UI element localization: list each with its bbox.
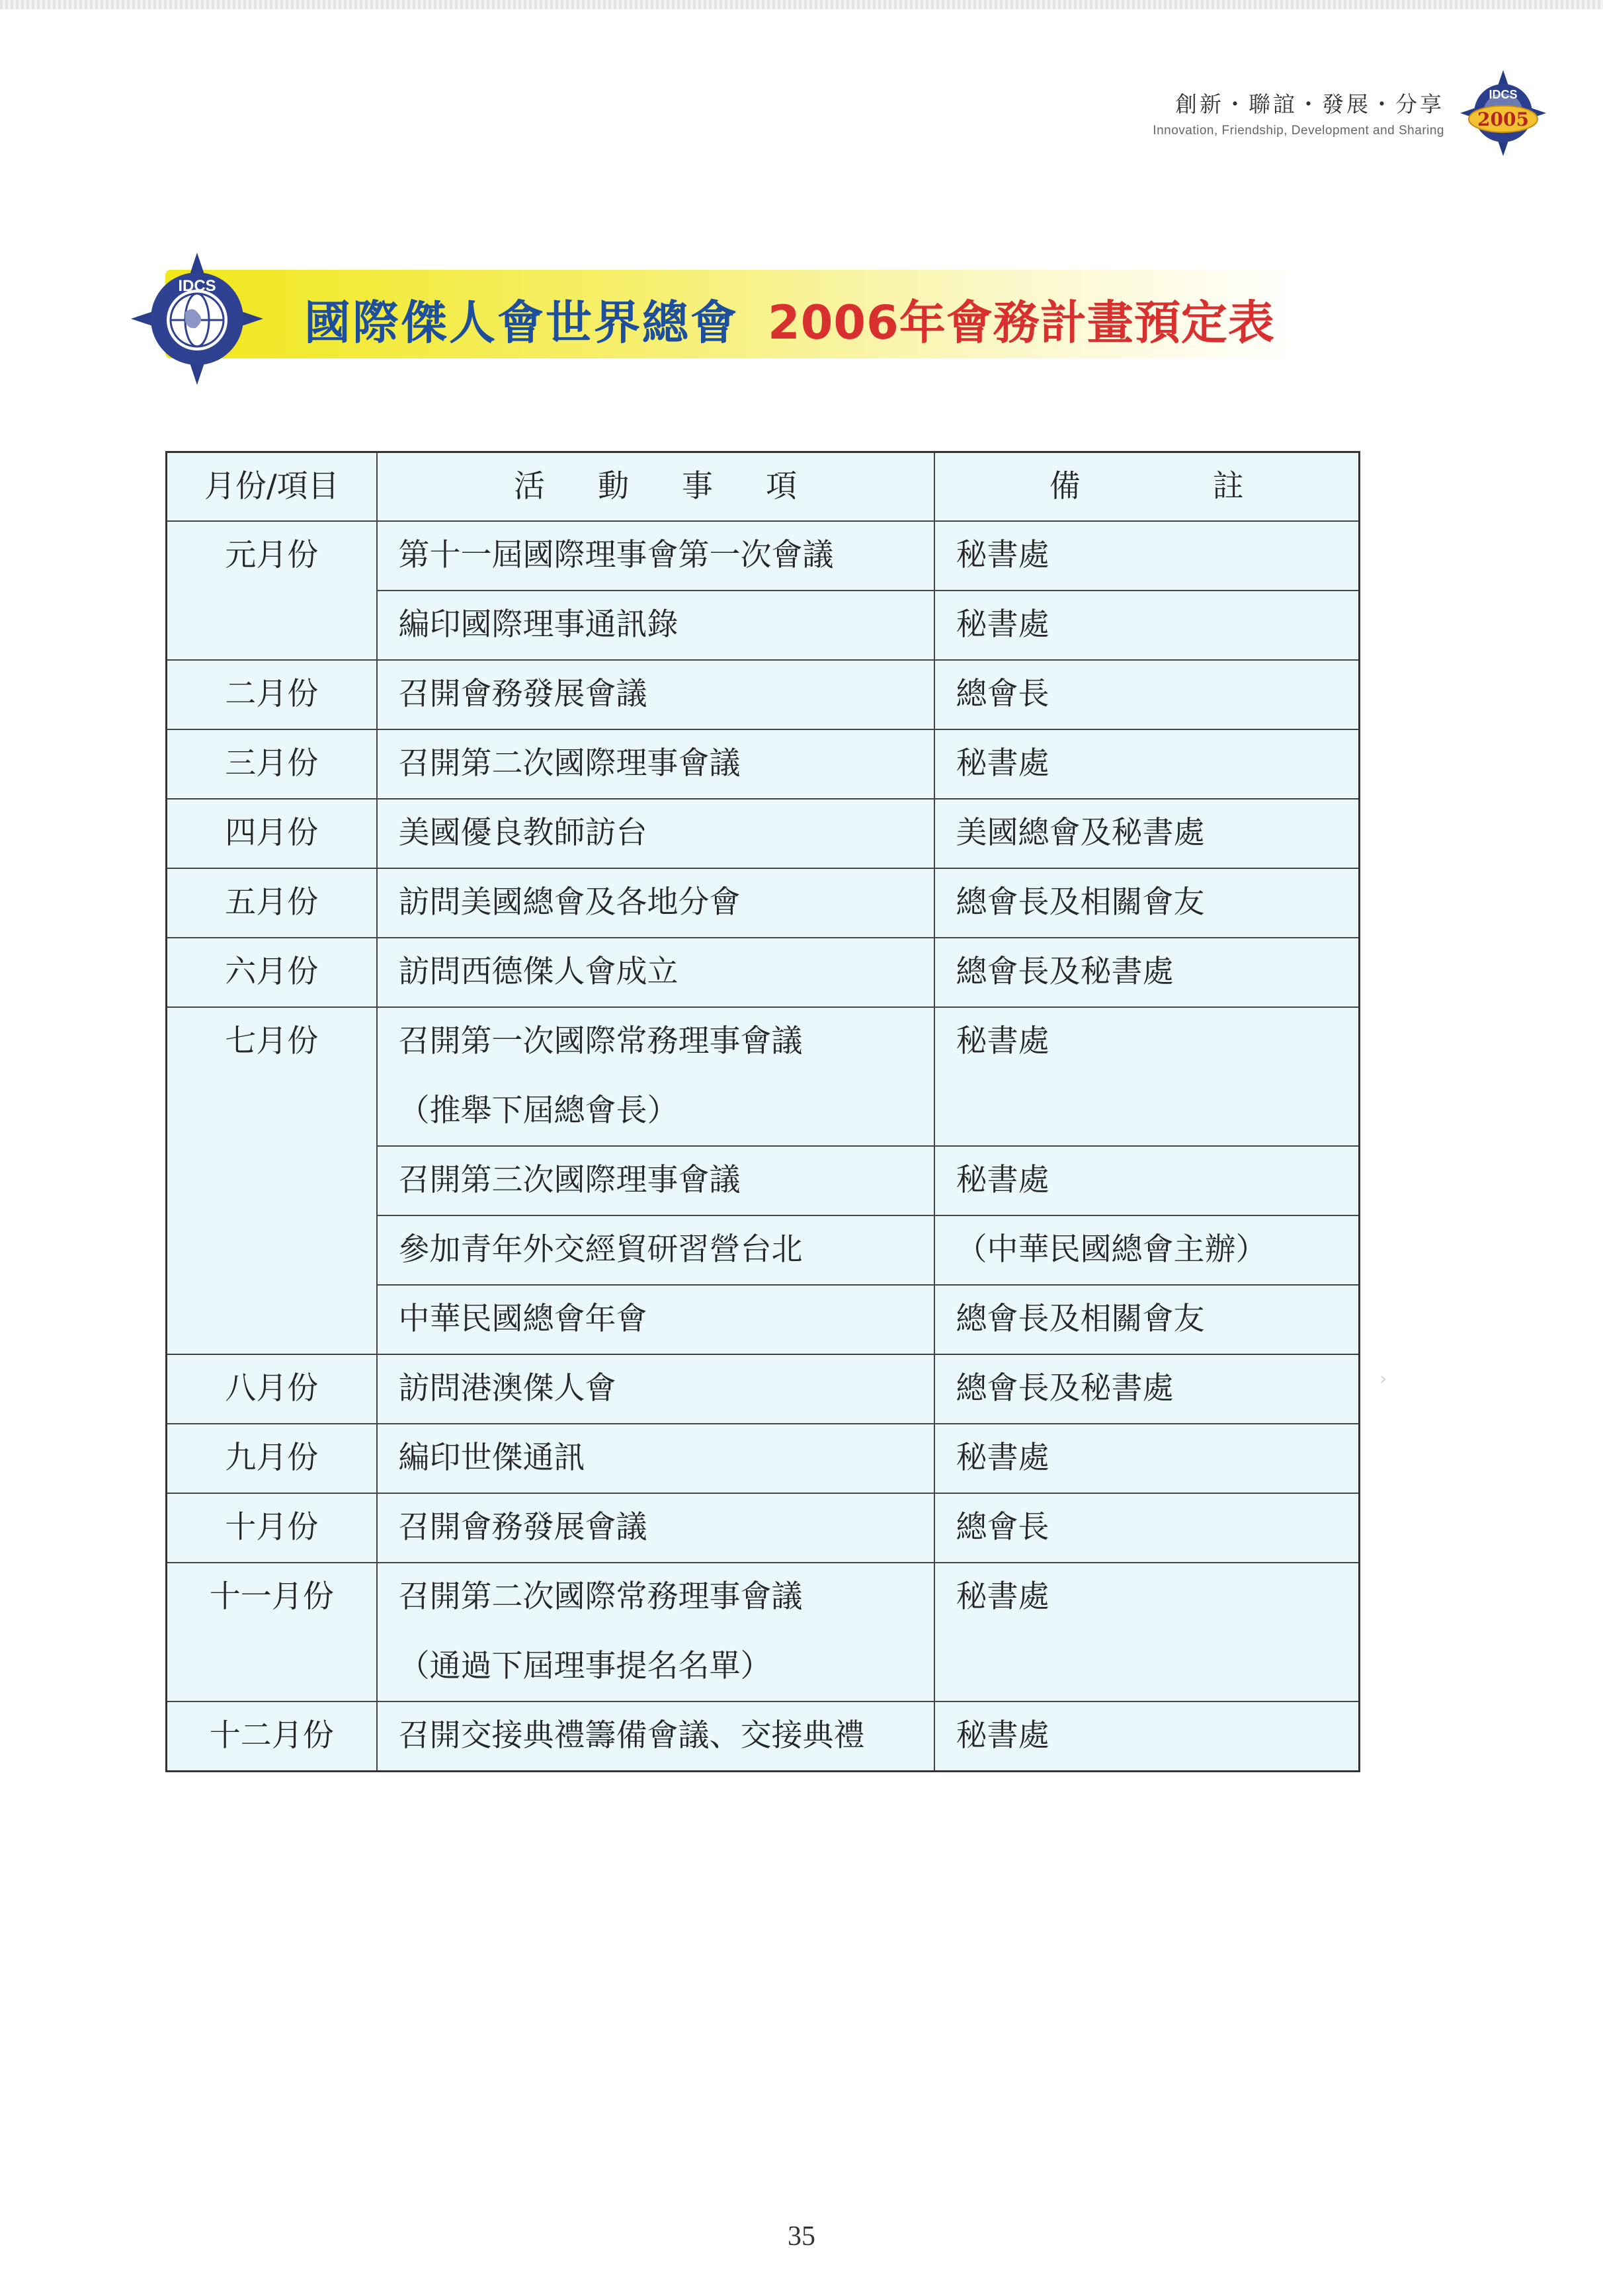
note-cell: 秘書處	[934, 1702, 1360, 1771]
month-cell: 十月份	[167, 1493, 377, 1563]
header-note-label: 備註	[1049, 468, 1376, 505]
month-cell: 六月份	[167, 938, 377, 1007]
note-cell: 秘書處	[934, 1007, 1360, 1146]
header-activity-label: 活動事項	[514, 468, 850, 505]
table-row	[167, 1563, 1360, 1702]
page-number: 35	[788, 2221, 815, 2252]
title-subtitle: 2006年會務計畫預定表	[768, 296, 1275, 350]
note-cell: 總會長及相關會友	[934, 1285, 1360, 1354]
month-cell: 十一月份	[167, 1563, 377, 1702]
activity-cell: 訪問港澳傑人會	[377, 1354, 934, 1424]
note-cell: 秘書處	[934, 1563, 1360, 1702]
note-cell: 總會長及秘書處	[934, 1354, 1360, 1424]
table-row	[167, 799, 1360, 868]
month-cell: 元月份	[167, 521, 377, 660]
month-cell: 八月份	[167, 1354, 377, 1424]
activity-cell	[377, 1563, 934, 1702]
month-cell: 十二月份	[167, 1702, 377, 1771]
month-cell: 五月份	[167, 868, 377, 938]
table-row	[167, 938, 1360, 1007]
title-main: 國際傑人會世界總會	[304, 296, 739, 350]
badge-small-text: IDCS	[1489, 88, 1518, 101]
note-cell: （中華民國總會主辦）	[934, 1215, 1360, 1285]
activity-cell: 召開會務發展會議	[377, 1493, 934, 1563]
slogan-chinese: 創新・聯誼・發展・分享	[1175, 91, 1444, 117]
activity-cell: 第十一屆國際理事會第一次會議	[377, 521, 934, 591]
activity-cell: 美國優良教師訪台	[377, 799, 934, 868]
table-row	[167, 660, 1360, 729]
scan-mark: ›	[1379, 1368, 1387, 1389]
activity-cell: 召開交接典禮籌備會議、交接典禮	[377, 1702, 934, 1771]
badge-large-text: IDCS	[178, 277, 216, 295]
schedule-table	[165, 451, 1376, 1772]
activity-line: 召開第一次國際常務理事會議	[398, 1023, 803, 1059]
month-cell: 九月份	[167, 1424, 377, 1493]
activity-cell	[377, 1007, 934, 1146]
table-row	[167, 1354, 1360, 1424]
table-row	[167, 1007, 1360, 1146]
activity-line: （通過下屆理事提名名單）	[398, 1648, 772, 1684]
table-row	[167, 1702, 1360, 1771]
note-cell: 美國總會及秘書處	[934, 799, 1360, 868]
note-cell: 總會長及相關會友	[934, 868, 1360, 938]
note-cell: 總會長及秘書處	[934, 938, 1360, 1007]
slogan-english: Innovation, Friendship, Development and Sharing	[1153, 124, 1444, 138]
note-cell: 總會長	[934, 1493, 1360, 1563]
page-title	[304, 286, 1275, 352]
scan-top-edge	[0, 0, 1603, 9]
month-cell: 二月份	[167, 660, 377, 729]
note-cell: 秘書處	[934, 591, 1360, 660]
activity-cell: 編印世傑通訊	[377, 1424, 934, 1493]
header-activity	[377, 452, 934, 522]
note-cell: 秘書處	[934, 1424, 1360, 1493]
table-row	[167, 521, 1360, 591]
header-slogan	[1153, 87, 1444, 138]
activity-line: 召開第二次國際常務理事會議	[398, 1578, 803, 1615]
table-header-row	[167, 452, 1360, 522]
note-cell: 秘書處	[934, 729, 1360, 799]
activity-cell: 編印國際理事通訊錄	[377, 591, 934, 660]
table-row	[167, 1493, 1360, 1563]
activity-line: （推舉下屆總會長）	[398, 1092, 678, 1129]
idcs-2005-logo	[1459, 69, 1547, 157]
table-row	[167, 729, 1360, 799]
activity-cell: 中華民國總會年會	[377, 1285, 934, 1354]
idcs-logo	[130, 251, 265, 386]
header-month: 月份/項目	[167, 452, 377, 522]
table-row	[167, 1424, 1360, 1493]
activity-cell: 召開第二次國際理事會議	[377, 729, 934, 799]
month-cell: 四月份	[167, 799, 377, 868]
note-cell: 秘書處	[934, 521, 1360, 591]
activity-cell: 訪問西德傑人會成立	[377, 938, 934, 1007]
activity-cell: 參加青年外交經貿研習營台北	[377, 1215, 934, 1285]
activity-cell: 召開第三次國際理事會議	[377, 1146, 934, 1215]
header-note	[934, 452, 1376, 522]
badge-year: 2005	[1477, 108, 1529, 130]
month-cell: 三月份	[167, 729, 377, 799]
table-row	[167, 868, 1360, 938]
note-cell: 秘書處	[934, 1146, 1360, 1215]
activity-cell: 訪問美國總會及各地分會	[377, 868, 934, 938]
activity-cell: 召開會務發展會議	[377, 660, 934, 729]
note-cell: 總會長	[934, 660, 1360, 729]
month-cell: 七月份	[167, 1007, 377, 1354]
